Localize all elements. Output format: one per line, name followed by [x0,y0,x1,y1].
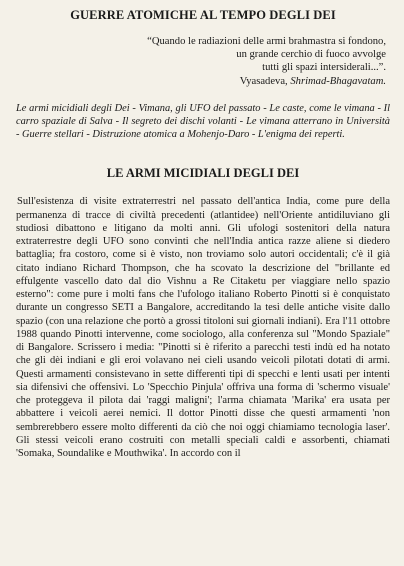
epigraph-line: tutti gli spazi intersiderali...”. [262,62,386,74]
section-title: LE ARMI MICIDIALI DEGLI DEI [106,166,300,181]
epigraph-work: Shrimad-Bhagavatam. [290,75,386,87]
epigraph [16,35,390,88]
chapter-summary: Le armi micidiali degli Dei - Vimana, gli UFO del passato - Le caste, come le vimana - Il carro spaziale di Salva - Il segreto dei dischi volanti - Le vimana atterrano in Università - Guerre stellari - Distruzione atomica a Mohenjo-Daro - L'enigma dei reperti. [16,102,390,141]
chapter-title: GUERRE ATOMICHE AL TEMPO DEGLI DEI [70,8,336,22]
epigraph-line: “Quando le radiazioni delle armi brahmastra si fondono, [147,36,386,47]
epigraph-line: un grande cerchio di fuoco avvolge [236,49,386,61]
epigraph-author: Vyasadeva, [239,75,291,87]
body-text: Sull'esistenza di visite extraterrestri nel passato dell'antica India, come pure della permanenza di tracce di civiltà precedenti (atlantidee) nell'Oriente antidiluviano gli studiosi dibattono e litigano da molti anni. Gli ufologi sostenitori della natura extraterrestre degli UFO sono convinti che nell'India antica razze aliene si diedero battaglia; fra costoro, come si è visto, non troviamo solo autori occidentali; c'è il già citato indiano Richard Thompson, che ha scovato la descrizione del "brillante ed effulgente vascello dato dal dio Vishnu a Re Citaketu per viaggiare nello spazio esterno": come pure i molti fans che l'ufologo italiano Roberto Pinotti si è conquistato durante un congresso SETI a Bangalore, accreditando la tesi delle antiche visite dallo spazio (con una relazione che portò a grossi titoloni sui giornali indiani). Era l'11 ottobre 1988 quando Pinotti intervenne, come sociologo, alla conferenza sul "Mondo Spaziale" di Bangalore. Scrissero i media: "Pinotti si è riferito a parecchi testi indù ed ha notato che gli dèi indiani e gli eroi volavano nei cieli usando veicoli pilotati dotati di armi. Questi armamenti consistevano in sette differenti tipi di specchi e lenti usati per intenti sia difensivi che offensivi. Lo 'Specchio Pinjula' offriva una forma di 'schermo visuale' che proteggeva il pilota dai 'raggi maligni'; l'arma chiamata 'Marika' era usata per abbattere i veicoli aerei nemici. Il dottor Pinotti disse che questi armamenti 'non sembrerebbero essere molto differenti da ciò che noi oggi chiamiamo tecnologia laser'. Gli stessi veicoli erano costruiti con metalli speciali caldi e assorbenti, chiamati 'Somaka, Soundalike e Mouthwika'. In accordo con il [16,196,390,460]
epigraph-attribution [16,75,386,88]
